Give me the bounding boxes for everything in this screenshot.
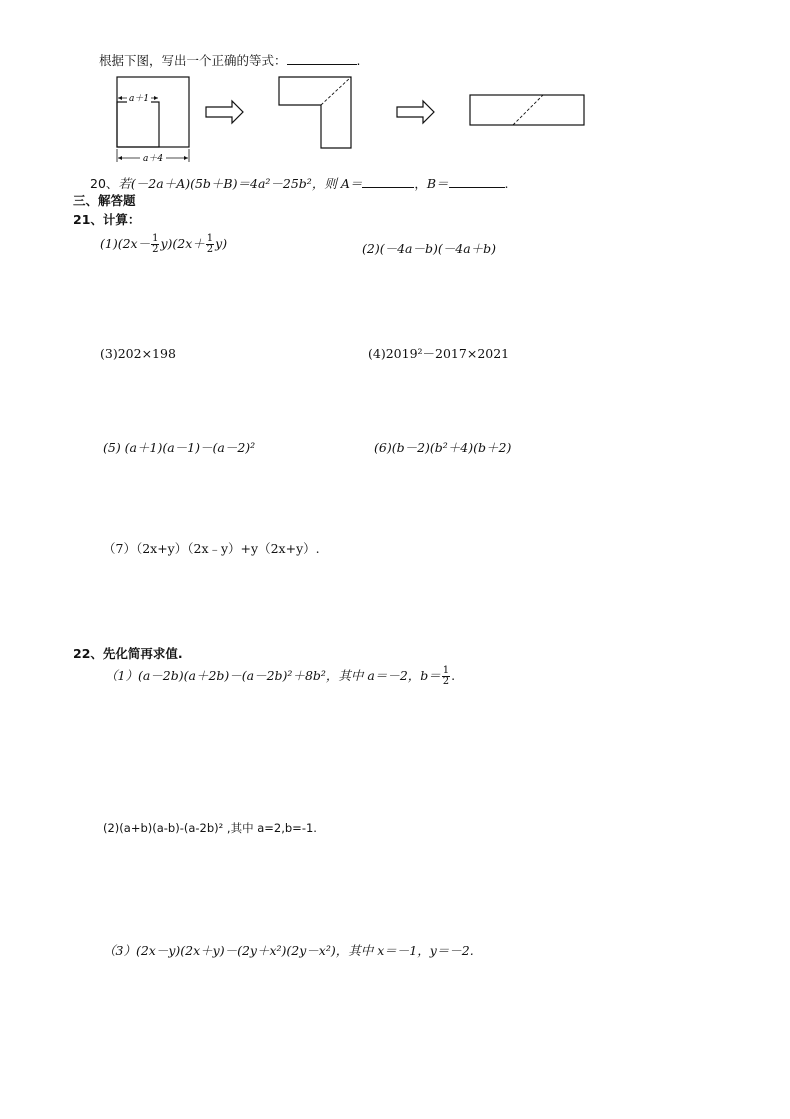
arrow-right-icon bbox=[397, 101, 434, 123]
fraction bbox=[442, 666, 450, 687]
q21-item-4: (4)2019²－2017×2021 bbox=[368, 346, 510, 361]
q20-var-b: B＝ bbox=[426, 176, 449, 191]
q19-figure bbox=[100, 70, 600, 170]
fraction-denominator: 2 bbox=[442, 676, 450, 687]
q20-answer-a-blank[interactable] bbox=[362, 175, 414, 188]
q20-text: 若(－2a＋A)(5b＋B)＝4a²－25b²，则 bbox=[118, 176, 337, 191]
q20-end: . bbox=[504, 176, 509, 191]
q19-answer-blank[interactable] bbox=[287, 52, 357, 65]
q21-item-3: (3)202×198 bbox=[100, 346, 176, 361]
fraction bbox=[206, 234, 214, 255]
q21-title: 21、计算： bbox=[73, 212, 141, 227]
q21-item-5: (5) (a＋1)(a－1)－(a－2)² bbox=[103, 440, 256, 455]
outer-square bbox=[117, 77, 189, 147]
q19-prompt: 根据下图，写出一个正确的等式： bbox=[99, 53, 287, 68]
q20-var-a: A＝ bbox=[340, 176, 363, 191]
q21-item-1 bbox=[100, 233, 227, 255]
outer-label: a＋4 bbox=[142, 154, 164, 164]
q22-item-1-pre: （1）(a－2b)(a＋2b)－(a－2b)²＋8b²，其中 a＝－2，b＝ bbox=[105, 668, 441, 683]
outer-arrow-right bbox=[184, 156, 188, 160]
q21-item-7: （7）（2x+y）（2x﹣y）+y（2x+y）. bbox=[103, 541, 320, 556]
l-shape-cut-line bbox=[321, 77, 351, 105]
fraction bbox=[151, 234, 159, 255]
long-rectangle bbox=[470, 95, 584, 125]
inner-square bbox=[117, 102, 159, 147]
q19-end: . bbox=[356, 53, 361, 68]
q21-item-6: (6)(b－2)(b²＋4)(b＋2) bbox=[374, 440, 512, 455]
q20-line bbox=[90, 175, 509, 192]
inner-arrow-right bbox=[154, 96, 158, 100]
q20-number: 20、 bbox=[90, 176, 119, 191]
q22-item-1-post: . bbox=[451, 668, 456, 683]
q20-separator: ， bbox=[414, 176, 427, 191]
rectangle-cut-line bbox=[513, 95, 543, 125]
inner-arrow-left bbox=[118, 96, 122, 100]
q20-answer-b-blank[interactable] bbox=[449, 175, 505, 188]
q21-item-1-pre: (1)(2x－ bbox=[100, 236, 151, 251]
q22-item-3: （3）(2x－y)(2x＋y)－(2y＋x²)(2y－x²)，其中 x＝－1，y＝－2. bbox=[103, 943, 474, 958]
q21-item-1-mid: y)(2x＋ bbox=[160, 236, 205, 251]
fraction-numerator: 1 bbox=[152, 233, 159, 244]
q22-title: 22、先化简再求值. bbox=[73, 646, 183, 661]
arrow-right-icon bbox=[206, 101, 243, 123]
inner-label: a＋1 bbox=[128, 94, 150, 104]
section-3-title: 三、解答题 bbox=[73, 193, 136, 208]
q19-prompt-line bbox=[99, 52, 361, 69]
q21-item-2: (2)(－4a－b)(－4a＋b) bbox=[362, 241, 497, 256]
fraction-denominator: 2 bbox=[206, 244, 214, 255]
fraction-numerator: 1 bbox=[206, 233, 214, 244]
q22-item-2: (2)(a+b)(a-b)-(a-2b)² ,其中 a=2,b=-1. bbox=[103, 821, 317, 835]
fraction-denominator: 2 bbox=[152, 244, 159, 255]
fraction-numerator: 1 bbox=[442, 665, 450, 676]
q21-item-1-post: y) bbox=[215, 236, 228, 251]
outer-arrow-left bbox=[118, 156, 122, 160]
q22-item-1 bbox=[105, 664, 455, 688]
